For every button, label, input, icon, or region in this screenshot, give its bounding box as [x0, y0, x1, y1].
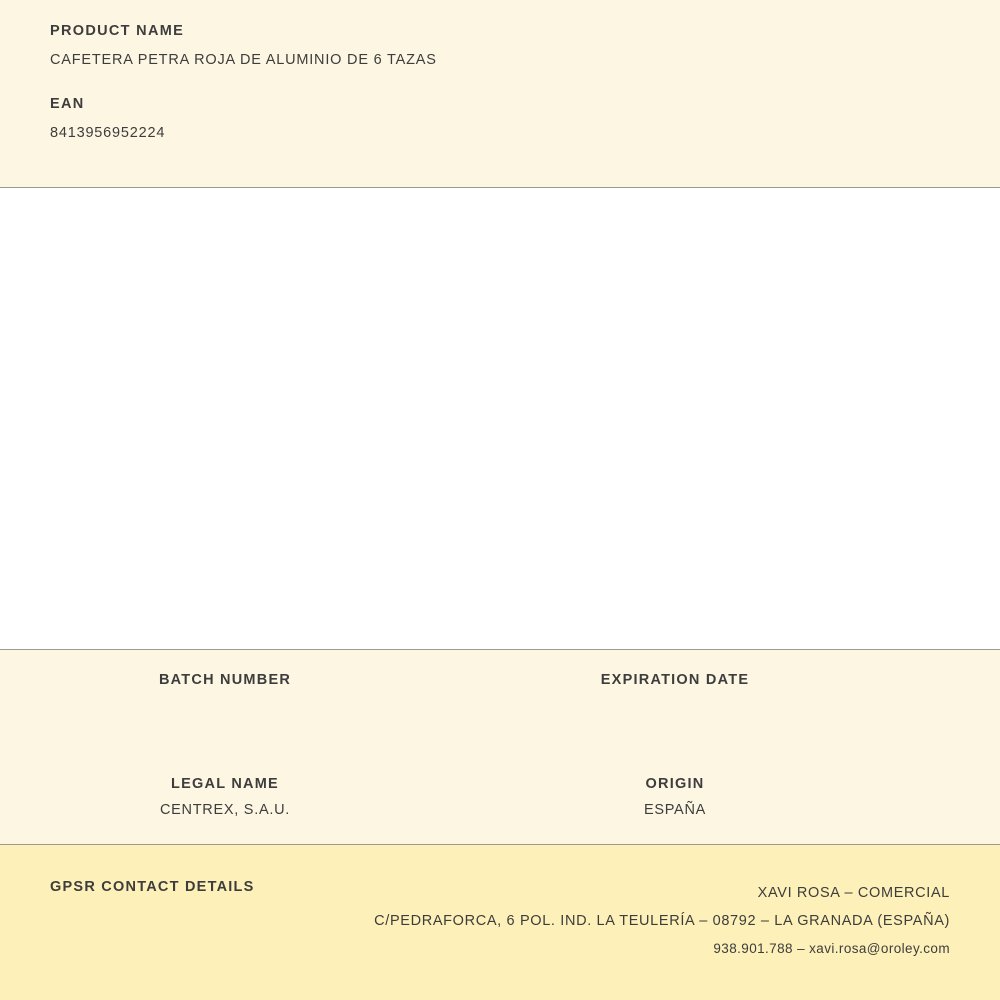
batch-number-label: BATCH NUMBER: [158, 672, 292, 688]
batch-legal-block: [0, 650, 1000, 845]
legal-name-label: LEGAL NAME: [171, 776, 279, 793]
gpsr-contact-block: [0, 845, 1000, 1000]
batch-number-cell: [50, 672, 500, 714]
gpsr-contact-address: C/PEDRAFORCA, 6 POL. IND. LA TEULERÍA – 08792 – LA GRANADA (ESPAÑA): [374, 913, 950, 930]
product-name-group: [50, 24, 950, 69]
legal-name-value: CENTREX, S.A.U.: [159, 801, 291, 818]
expiration-date-label: EXPIRATION DATE: [600, 672, 750, 688]
origin-cell: [500, 776, 950, 819]
legal-origin-row: [50, 776, 950, 819]
origin-label: ORIGIN: [645, 776, 705, 793]
gpsr-contact-person: XAVI ROSA – COMERCIAL: [757, 885, 950, 901]
ean-label: EAN: [50, 96, 85, 113]
gpsr-contact-phone-email: 938.901.788 – xavi.rosa@oroley.com: [713, 940, 950, 956]
ean-group: [50, 97, 950, 142]
batch-expiration-row: [50, 672, 950, 714]
origin-value: ESPAÑA: [643, 801, 707, 818]
expiration-date-cell: [500, 672, 950, 714]
ean-value: 8413956952224: [50, 125, 166, 142]
batch-number-value: [50, 697, 400, 714]
gpsr-contact-title: GPSR CONTACT DETAILS: [50, 879, 255, 895]
expiration-date-value: [500, 697, 850, 714]
product-identification-block: [0, 0, 1000, 188]
product-name-label: PRODUCT NAME: [50, 23, 185, 39]
product-image-area: [0, 188, 1000, 650]
legal-name-cell: [50, 776, 500, 819]
product-name-value: CAFETERA PETRA ROJA DE ALUMINIO DE 6 TAZAS: [50, 51, 437, 68]
